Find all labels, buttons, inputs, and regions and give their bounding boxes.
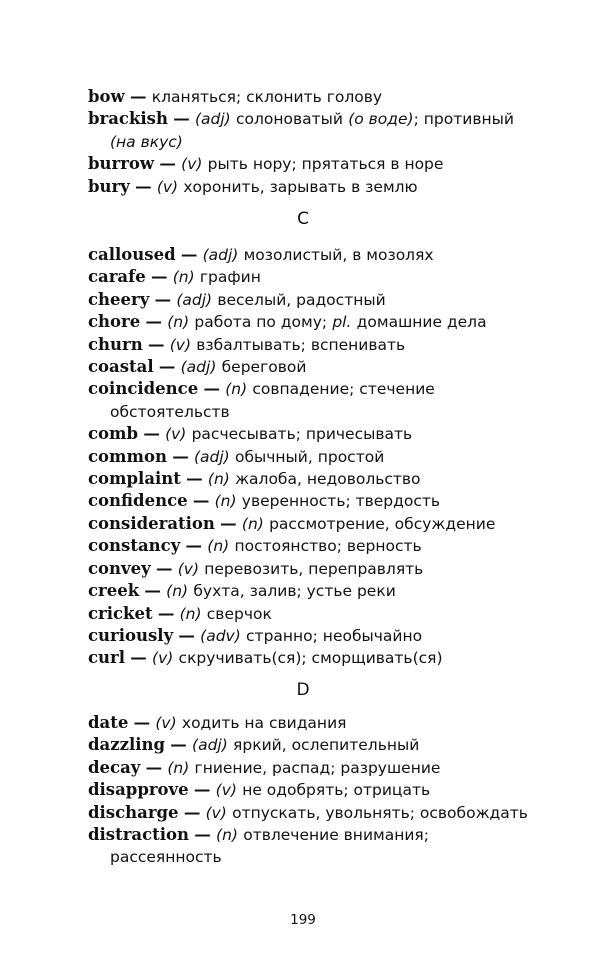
translation: гниение, распад; разрушение: [194, 758, 441, 777]
translation: скручивать(ся); сморщивать(ся): [178, 649, 443, 668]
headword: coincidence: [88, 379, 199, 399]
headword: convey: [88, 558, 151, 578]
part-of-speech: (adj): [192, 736, 228, 755]
dictionary-entry: [88, 757, 538, 779]
em-dash: —: [145, 757, 163, 777]
translation: взбалтывать; вспенивать: [196, 335, 406, 354]
em-dash: —: [133, 713, 151, 732]
translation: веселый, радостный: [217, 290, 386, 309]
dictionary-entry: [88, 378, 538, 423]
headword: complaint: [88, 469, 181, 489]
translation: рыть нору; прятаться в норе: [207, 155, 444, 174]
dictionary-entry: [88, 802, 538, 824]
headword: coastal: [88, 357, 154, 377]
em-dash: —: [135, 176, 152, 196]
em-dash: —: [180, 245, 198, 264]
em-dash: —: [150, 267, 168, 287]
dictionary-entry: [88, 535, 538, 557]
part-of-speech: (v): [205, 803, 227, 822]
dictionary-entry: [88, 108, 538, 153]
headword: discharge: [88, 802, 179, 822]
em-dash: —: [192, 491, 210, 511]
entry-list: [88, 244, 538, 670]
translation: отвлечение внимания; рассеянность: [110, 826, 429, 867]
translation: яркий, ослепительный: [233, 736, 420, 755]
section-letter-d: D: [296, 680, 310, 700]
translation: сверчок: [206, 604, 272, 623]
em-dash: —: [159, 154, 176, 174]
em-dash: —: [173, 109, 190, 129]
part-of-speech: (adj): [194, 110, 231, 129]
dictionary-entry: [88, 356, 538, 378]
headword: cricket: [88, 603, 153, 623]
part-of-speech: (n): [207, 470, 230, 489]
translation: отпускать, увольнять; освобождать: [232, 803, 528, 822]
dictionary-entry: [88, 311, 538, 333]
translation: солоноватый: [235, 110, 343, 129]
headword: consideration: [88, 513, 215, 533]
em-dash: —: [130, 87, 147, 106]
translation: мозолистый, в мозолях: [243, 246, 434, 264]
translation: кланяться; склонить голову: [151, 88, 383, 106]
section-b: [88, 86, 538, 198]
section-c: [88, 244, 538, 670]
translation: не одобрять; отрицать: [242, 781, 431, 800]
part-of-speech: (v): [165, 425, 187, 444]
usage-note: (на вкус): [110, 132, 183, 151]
translation: графин: [199, 268, 261, 287]
part-of-speech: (n): [167, 758, 190, 777]
part-of-speech: (n): [179, 604, 202, 623]
dictionary-entry: [88, 86, 538, 108]
headword: calloused: [88, 245, 176, 264]
page-number: 199: [290, 912, 316, 928]
em-dash: —: [183, 802, 201, 822]
part-of-speech: (adj): [180, 358, 217, 377]
headword: disapprove: [88, 780, 189, 800]
dictionary-entry: [88, 244, 538, 266]
headword: churn: [88, 334, 143, 354]
headword: creek: [88, 581, 140, 601]
part-of-speech: (n): [166, 582, 189, 601]
headword: date: [88, 713, 129, 732]
dictionary-entry: [88, 513, 538, 535]
dictionary-entry: [88, 468, 538, 490]
headword: dazzling: [88, 735, 166, 755]
usage-note: pl.: [332, 313, 352, 332]
part-of-speech: (adv): [200, 626, 241, 645]
part-of-speech: (v): [169, 335, 192, 354]
translation: работа по дому;: [194, 313, 328, 332]
dictionary-entry: [88, 153, 538, 175]
translation: уверенность; твердость: [241, 492, 441, 511]
em-dash: —: [185, 536, 203, 556]
translation: ходить на свидания: [181, 714, 347, 732]
em-dash: —: [145, 312, 162, 332]
part-of-speech: (n): [241, 514, 264, 533]
part-of-speech: (n): [172, 268, 195, 287]
headword: burrow: [88, 154, 155, 174]
translation-continued: домашние дела: [356, 313, 487, 332]
part-of-speech: (n): [214, 492, 237, 511]
dictionary-entry: [88, 734, 538, 756]
em-dash: —: [186, 469, 203, 489]
em-dash: —: [155, 558, 173, 578]
translation: перевозить, переправлять: [204, 559, 424, 578]
headword: brackish: [88, 109, 168, 129]
headword: curiously: [88, 625, 174, 645]
part-of-speech: (n): [207, 537, 230, 556]
dictionary-entry: [88, 446, 538, 468]
headword: decay: [88, 757, 141, 777]
dictionary-entry: [88, 558, 538, 580]
part-of-speech: (v): [155, 714, 177, 732]
part-of-speech: (adj): [202, 246, 239, 264]
part-of-speech: (n): [216, 826, 238, 845]
dictionary-entry: [88, 266, 538, 288]
em-dash: —: [144, 581, 161, 601]
part-of-speech: (v): [156, 177, 179, 196]
translation: совпадение; стечение обстоятельств: [110, 380, 435, 421]
em-dash: —: [178, 625, 195, 645]
part-of-speech: (v): [177, 559, 200, 578]
translation: расчесывать; причесывать: [191, 425, 413, 444]
part-of-speech: (adj): [193, 447, 230, 466]
headword: constancy: [88, 536, 181, 556]
headword: common: [88, 446, 167, 466]
em-dash: —: [193, 780, 211, 800]
translation: жалоба, недовольство: [235, 470, 421, 489]
dictionary-entry: [88, 603, 538, 625]
dictionary-entry: [88, 779, 538, 801]
part-of-speech: (v): [181, 155, 203, 174]
headword: comb: [88, 424, 139, 444]
translation: хоронить, зарывать в землю: [183, 177, 418, 196]
headword: curl: [88, 648, 126, 668]
part-of-speech: (n): [167, 313, 190, 332]
section-d: [88, 712, 538, 869]
em-dash: —: [194, 825, 211, 845]
entry-list: [88, 712, 538, 869]
em-dash: —: [157, 603, 175, 623]
headword: confidence: [88, 491, 188, 511]
translation: береговой: [221, 358, 307, 377]
translation-continued: ; противный: [413, 110, 514, 129]
dictionary-entry: [88, 490, 538, 512]
dictionary-entry: [88, 334, 538, 356]
em-dash: —: [143, 424, 160, 444]
em-dash: —: [220, 513, 237, 533]
translation: обычный, простой: [234, 447, 385, 466]
part-of-speech: (v): [215, 781, 237, 800]
part-of-speech: (n): [225, 380, 248, 399]
em-dash: —: [154, 289, 172, 309]
headword: bow: [88, 87, 125, 106]
headword: chore: [88, 312, 141, 332]
translation: бухта, залив; устье реки: [193, 582, 396, 601]
em-dash: —: [130, 648, 147, 668]
em-dash: —: [158, 357, 176, 377]
translation: рассмотрение, обсуждение: [269, 514, 496, 533]
em-dash: —: [170, 735, 187, 755]
part-of-speech: (v): [152, 649, 174, 668]
entry-list: [88, 86, 538, 198]
headword: distraction: [88, 825, 190, 845]
usage-note: (о воде): [348, 110, 414, 129]
part-of-speech: (adj): [176, 290, 213, 309]
dictionary-entry: [88, 647, 538, 669]
em-dash: —: [172, 446, 189, 466]
dictionary-entry: [88, 625, 538, 647]
dictionary-entry: [88, 712, 538, 734]
section-letter-c: C: [297, 209, 309, 229]
em-dash: —: [203, 379, 220, 399]
dictionary-entry: [88, 176, 538, 198]
translation: постоянство; верность: [234, 537, 422, 556]
dictionary-entry: [88, 824, 538, 869]
headword: cheery: [88, 289, 150, 309]
em-dash: —: [147, 334, 165, 354]
dictionary-entry: [88, 289, 538, 311]
dictionary-entry: [88, 423, 538, 445]
headword: carafe: [88, 267, 146, 287]
translation: странно; необычайно: [246, 626, 423, 645]
dictionary-entry: [88, 580, 538, 602]
headword: bury: [88, 176, 130, 196]
